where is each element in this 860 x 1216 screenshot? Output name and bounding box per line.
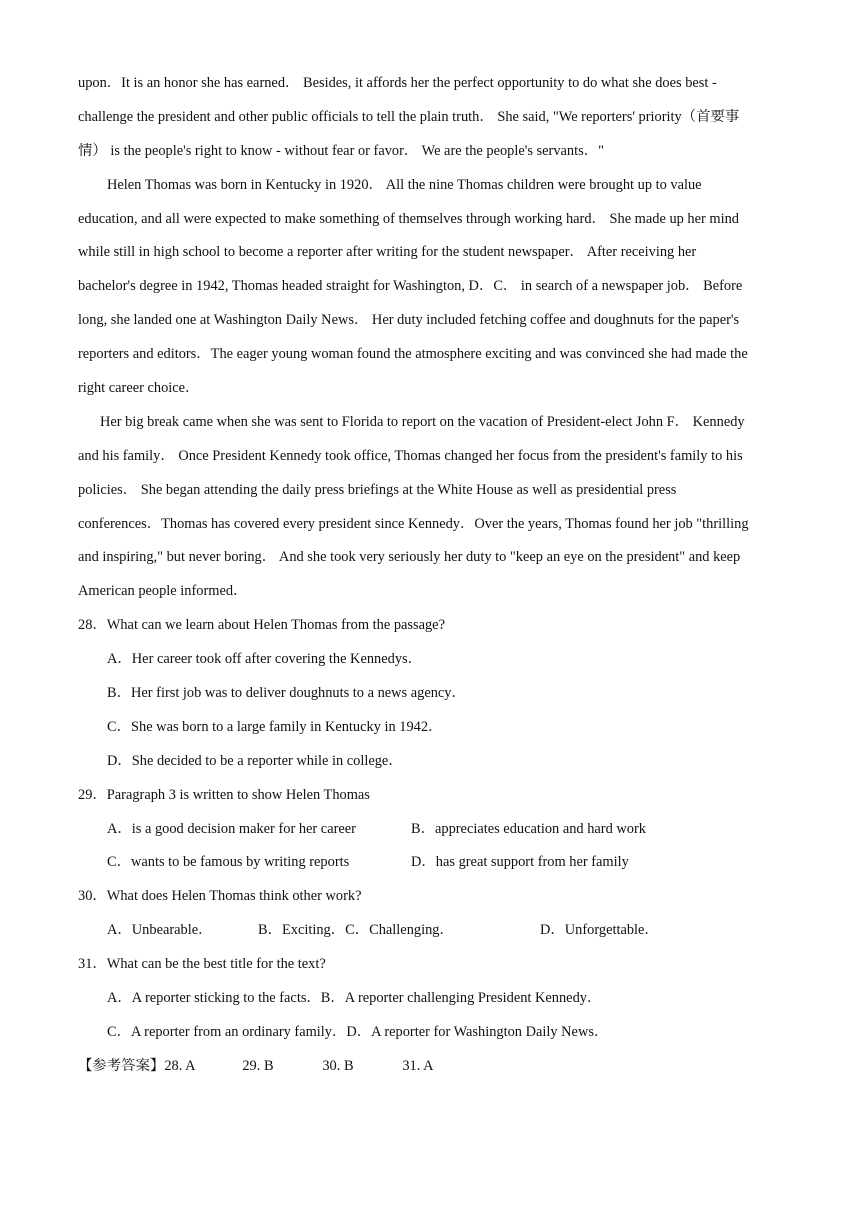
text-line: policies． She began attending the daily press briefings at the White House as well as presidential press (78, 481, 677, 498)
option-d: D．has great support from her family (411, 854, 629, 871)
option-b: B．appreciates education and hard work (411, 820, 646, 837)
text-line: Helen Thomas was born in Kentucky in 1920． All the nine Thomas children were brought up to value (107, 176, 702, 193)
option-a: A．Her career took off after covering the Kennedys． (107, 651, 422, 668)
answer-key-label: 【参考答案】 (78, 1057, 165, 1074)
answer-item: 29. B (242, 1057, 274, 1074)
option-c: C．wants to be famous by writing reports (107, 854, 350, 871)
paragraph-2 (78, 169, 784, 406)
question-28 (78, 609, 784, 778)
option-row (78, 813, 784, 847)
answer-item: 28. A (164, 1057, 196, 1074)
answer-item: 30. B (322, 1057, 354, 1074)
text-line: 情） is the people's right to know - without fear or favor． We are the people's servants．" (78, 142, 604, 159)
text-line: conferences．Thomas has covered every president since Kennedy．Over the years, Thomas found her job "thrilling (78, 515, 749, 532)
option-row (78, 914, 784, 948)
text-line: and inspiring," but never boring． And she took very seriously her duty to "keep an eye on the president" and keep (78, 549, 741, 566)
text-line: reporters and editors．The eager young woman found the atmosphere exciting and was convinced she had made the (78, 346, 748, 363)
text-line: and his family． Once President Kennedy took office, Thomas changed her focus from the president's family to his (78, 447, 743, 464)
document-page (78, 67, 784, 1084)
question-29 (78, 779, 784, 881)
question-31 (78, 948, 784, 1050)
text-line: American people informed． (78, 583, 248, 600)
question-stem: 31．What can be the best title for the text? (78, 956, 326, 973)
question-stem: 30．What does Helen Thomas think other work? (78, 888, 362, 905)
text-line: long, she landed one at Washington Daily News． Her duty included fetching coffee and doughnuts for the paper's (78, 312, 740, 329)
paragraph-1 (78, 67, 784, 169)
text-line: bachelor's degree in 1942, Thomas headed straight for Washington, D．C． in search of a newspaper job． Before (78, 278, 743, 295)
paragraph-3 (78, 406, 784, 609)
text-line: upon．It is an honor she has earned． Besides, it affords her the perfect opportunity to do what she does best - (78, 75, 717, 91)
text-line: challenge the president and other public officials to tell the plain truth． She said, "We reporters' priority（首要事 (78, 108, 740, 125)
option-b: B．Her first job was to deliver doughnuts to a news agency． (107, 685, 466, 702)
text-line: while still in high school to become a reporter after writing for the student newspaper． After receiving her (78, 244, 697, 261)
option-d: D．Unforgettable． (540, 922, 659, 939)
question-stem: 28．What can we learn about Helen Thomas from the passage? (78, 617, 445, 634)
answer-key (78, 1050, 784, 1084)
text-line: right career choice． (78, 380, 200, 397)
text-line: education, and all were expected to make something of themselves through working hard． She made up her mind (78, 210, 739, 227)
option-row (78, 846, 784, 880)
answer-item: 31. A (402, 1057, 434, 1074)
option-row-cd: C．A reporter from an ordinary family．D．A reporter for Washington Daily News． (107, 1023, 609, 1040)
option-a: A．is a good decision maker for her career (107, 820, 356, 837)
text-line: Her big break came when she was sent to Florida to report on the vacation of President-elect John F． Kennedy (100, 413, 745, 430)
option-d: D．She decided to be a reporter while in college． (107, 752, 403, 769)
option-b-c: B．Exciting．C．Challenging． (258, 922, 454, 939)
option-row-ab: A．A reporter sticking to the facts．B．A reporter challenging President Kennedy． (107, 990, 602, 1007)
option-a: A．Unbearable． (107, 922, 213, 939)
option-c: C．She was born to a large family in Kentucky in 1942． (107, 718, 443, 735)
question-stem: 29．Paragraph 3 is written to show Helen Thomas (78, 786, 370, 803)
question-30 (78, 880, 784, 948)
